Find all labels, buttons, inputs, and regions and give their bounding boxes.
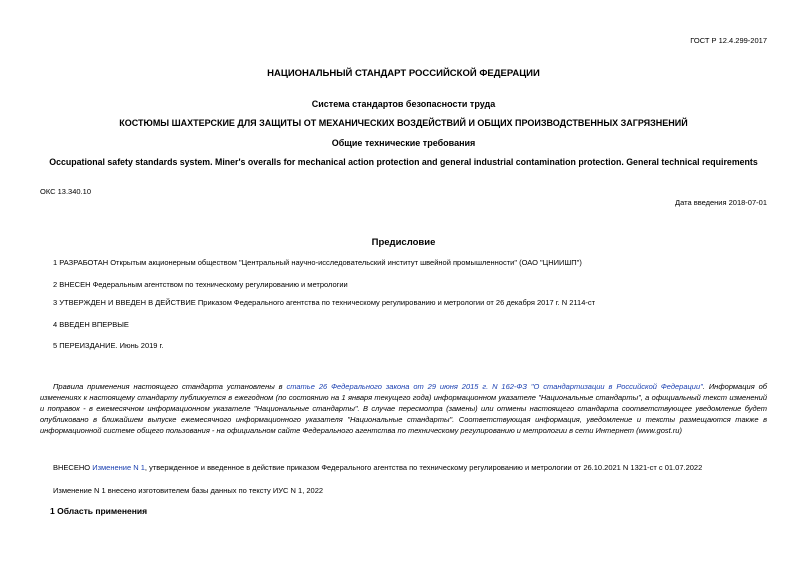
- document-code: ГОСТ Р 12.4.299-2017: [690, 36, 767, 45]
- preface-item: 5 ПЕРЕИЗДАНИЕ. Июнь 2019 г.: [53, 341, 164, 350]
- amendment-link[interactable]: Изменение N 1: [92, 463, 145, 472]
- amendment-line: [53, 463, 702, 472]
- amendment-prefix: ВНЕСЕНО: [53, 463, 93, 472]
- application-rules-paragraph: [40, 381, 767, 436]
- main-title: КОСТЮМЫ ШАХТЕРСКИЕ ДЛЯ ЗАЩИТЫ ОТ МЕХАНИЧЕСКИХ ВОЗДЕЙСТВИЙ И ОБЩИХ ПРОИЗВОДСТВЕННЫХ ЗАГРЯЗНЕНИЙ: [119, 118, 688, 128]
- section-heading: 1 Область применения: [50, 506, 148, 516]
- rules-text: Правила применения настоящего стандарта установлены в: [53, 382, 287, 391]
- federal-law-link[interactable]: статье 26 Федерального закона от 29 июня 2015 г. N 162-ФЗ "О стандартизации в Российской Федерации": [286, 382, 703, 391]
- preface-item: 4 ВВЕДЕН ВПЕРВЫЕ: [53, 320, 129, 329]
- rules-text: . Информация об изменениях к настоящему стандарту публикуется в ежегодном (по состоянию на 1 января текущего года) информационном указателе "Национальные стандарты", а официальный текст изменений и поправок - в ежемесячном информационном указателе "Национальные стандарты". В случае пересмотра (замены) или отмены настоящего стандарта соответствующее уведомление будет опубликовано в ближайшем выпуске ежемесячного информационного указателя "Национальные стандарты". Соответствующая информация, уведомление и тексты размещаются также в информационной системе общего пользования - на официальном сайте Федерального агентства по техническому регулированию и метрологии в сети Интернет (www.gost.ru): [40, 382, 767, 435]
- oks-code: ОКС 13.340.10: [40, 187, 91, 196]
- amendment-note: Изменение N 1 внесено изготовителем базы данных по тексту ИУС N 1, 2022: [53, 486, 324, 495]
- preface-heading: Предисловие: [371, 237, 436, 248]
- standard-title: НАЦИОНАЛЬНЫЙ СТАНДАРТ РОССИЙСКОЙ ФЕДЕРАЦИИ: [267, 68, 540, 79]
- english-title: Occupational safety standards system. Miner's overalls for mechanical action protection and general industrial contamination protection. General technical requirements: [49, 157, 758, 167]
- amendment-suffix: , утвержденное и введенное в действие приказом Федерального агентства по техническому регулированию и метрологии от 26.10.2021 N 1321-ст с 01.07.2022: [144, 463, 703, 472]
- subtitle: Общие технические требования: [331, 138, 476, 148]
- preface-item: 3 УТВЕРЖДЕН И ВВЕДЕН В ДЕЙСТВИЕ Приказом Федерального агентства по техническому регулированию и метрологии от 26 декабря 2017 г. N 2114-ст: [53, 298, 596, 307]
- system-title: Система стандартов безопасности труда: [311, 99, 496, 109]
- preface-item: 2 ВНЕСЕН Федеральным агентством по техническому регулированию и метрологии: [53, 280, 348, 289]
- preface-item: 1 РАЗРАБОТАН Открытым акционерным обществом "Центральный научно-исследовательский институт швейной промышленности" (ОАО "ЦНИИШП"): [53, 258, 582, 267]
- introduction-date: Дата введения 2018-07-01: [675, 198, 767, 207]
